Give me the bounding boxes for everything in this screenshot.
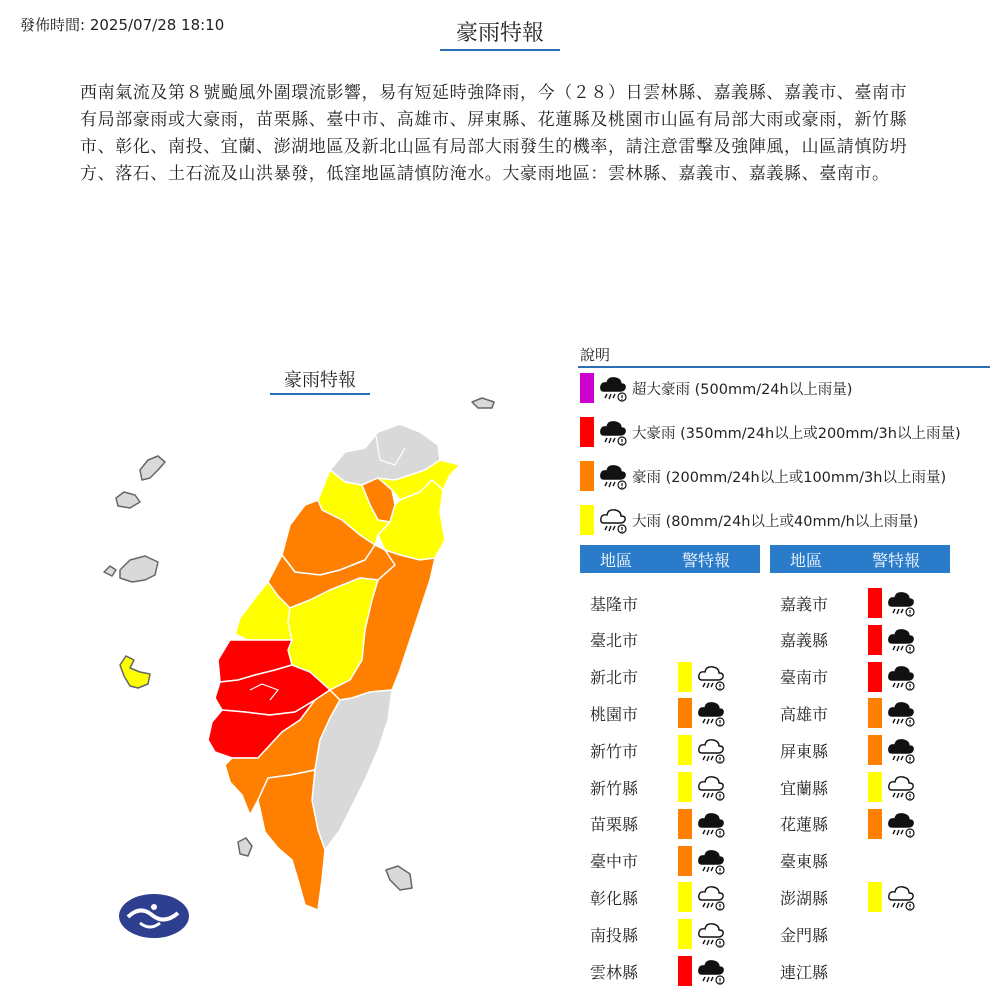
- warning-swatch: [678, 919, 692, 949]
- region-row: [580, 733, 730, 767]
- heavy-rain-cloud-icon: [696, 956, 726, 986]
- table-header-left: [580, 545, 760, 573]
- region-row: [580, 954, 730, 988]
- heavy-rain-cloud-icon: [696, 698, 726, 728]
- region-row: [580, 660, 730, 694]
- region-name: 桃園市: [590, 704, 639, 724]
- header-region: 地區: [789, 550, 822, 570]
- warning-swatch: [868, 772, 882, 802]
- warning-swatch: [678, 698, 692, 728]
- region-name: 臺北市: [590, 631, 639, 651]
- region-name: 連江縣: [780, 962, 829, 982]
- legend-divider: [578, 366, 990, 368]
- heavy-rain-cloud-icon: [696, 846, 726, 876]
- legend-label: 超大豪雨 (500mm/24h以上雨量): [632, 381, 853, 398]
- warning-swatch: [868, 735, 882, 765]
- map-region-penghu: [120, 656, 150, 688]
- region-name: 南投縣: [590, 925, 639, 945]
- heavy-rain-cloud-icon: [886, 809, 916, 839]
- warning-swatch: [678, 956, 692, 986]
- rain-cloud-icon: [696, 662, 726, 692]
- warning-swatch: [678, 735, 692, 765]
- map-island: [238, 838, 252, 856]
- legend-item-super_torrential: [580, 371, 852, 405]
- legend-swatch: [580, 417, 594, 447]
- map-island: [116, 492, 140, 508]
- map-title: 豪雨特報: [270, 366, 370, 395]
- rain-cloud-icon: [696, 882, 726, 912]
- region-row: [770, 586, 920, 620]
- legend-item-torrential: [580, 459, 946, 493]
- region-name: 臺東縣: [780, 852, 829, 872]
- region-name: 新竹市: [590, 741, 639, 761]
- rain-cloud-icon: [886, 772, 916, 802]
- legend-label: 大雨 (80mm/24h以上或40mm/h以上雨量): [632, 513, 919, 530]
- region-name: 花蓮縣: [780, 815, 829, 835]
- region-name: 彰化縣: [590, 888, 639, 908]
- region-row: [770, 733, 920, 767]
- header-region: 地區: [599, 550, 632, 570]
- region-row: [580, 880, 730, 914]
- region-name: 臺中市: [590, 852, 639, 872]
- region-row: [770, 660, 920, 694]
- region-name: 嘉義縣: [780, 631, 829, 651]
- heavy-rain-cloud-icon: [598, 417, 628, 447]
- region-row: [580, 623, 678, 657]
- warning-swatch: [678, 846, 692, 876]
- rain-cloud-icon: [696, 772, 726, 802]
- warning-swatch: [868, 698, 882, 728]
- warning-swatch: [678, 882, 692, 912]
- heavy-rain-cloud-icon: [886, 662, 916, 692]
- legend-item-extremely_torrential: [580, 415, 961, 449]
- map-island: [104, 566, 116, 576]
- region-name: 金門縣: [780, 925, 829, 945]
- header-warning: 警特報: [681, 550, 730, 570]
- map-region-kinmen: [120, 556, 158, 582]
- legend-label: 豪雨 (200mm/24h以上或100mm/3h以上雨量): [632, 469, 947, 486]
- region-name: 宜蘭縣: [780, 778, 829, 798]
- heavy-rain-cloud-icon: [696, 809, 726, 839]
- region-row: [770, 770, 920, 804]
- region-row: [770, 917, 868, 951]
- region-row: [770, 844, 868, 878]
- heavy-rain-cloud-icon: [886, 625, 916, 655]
- region-row: [580, 696, 730, 730]
- region-row: [770, 807, 920, 841]
- region-row: [770, 623, 920, 657]
- rain-cloud-icon: [598, 505, 628, 535]
- heavy-rain-cloud-icon: [886, 735, 916, 765]
- legend-item-heavy: [580, 503, 918, 537]
- legend-swatch: [580, 373, 594, 403]
- map-island: [472, 398, 494, 408]
- warning-swatch: [868, 662, 882, 692]
- region-name: 新北市: [590, 668, 639, 688]
- warning-swatch: [868, 809, 882, 839]
- taiwan-warning-map: [0, 380, 560, 960]
- map-island: [386, 866, 412, 890]
- warning-swatch: [678, 772, 692, 802]
- region-name: 屏東縣: [780, 741, 829, 761]
- region-name: 新竹縣: [590, 778, 639, 798]
- region-row: [580, 586, 678, 620]
- header-warning: 警特報: [871, 550, 920, 570]
- region-row: [770, 880, 920, 914]
- region-name: 高雄市: [780, 704, 829, 724]
- heavy-rain-cloud-icon: [886, 698, 916, 728]
- bulletin-text: 西南氣流及第８號颱風外圍環流影響，易有短延時強降雨，今（２８）日雲林縣、嘉義縣、嘉義市、臺南市有局部豪雨或大豪雨，苗栗縣、臺中市、高雄市、屏東縣、花蓮縣及桃園市山區有局部大雨或豪雨，新竹縣市、彰化、南投、宜蘭、澎湖地區及新北山區有局部大雨發生的機率，請注意雷擊及強陣風，山區請慎防坍方、落石、土石流及山洪暴發，低窪地區請慎防淹水。大豪雨地區：雲林縣、嘉義市、嘉義縣、臺南市。: [80, 83, 908, 184]
- warning-swatch: [868, 882, 882, 912]
- region-name: 嘉義市: [780, 594, 829, 614]
- heavy-rain-cloud-icon: [598, 461, 628, 491]
- legend-swatch: [580, 505, 594, 535]
- legend-swatch: [580, 461, 594, 491]
- region-name: 澎湖縣: [780, 888, 829, 908]
- region-name: 基隆市: [590, 594, 639, 614]
- legend-label: 大豪雨 (350mm/24h以上或200mm/3h以上雨量): [632, 425, 961, 442]
- warning-swatch: [678, 662, 692, 692]
- region-row: [580, 917, 730, 951]
- rain-cloud-icon: [696, 919, 726, 949]
- legend-title: 說明: [580, 346, 611, 364]
- warning-swatch: [868, 625, 882, 655]
- warning-swatch: [678, 809, 692, 839]
- rain-cloud-icon: [886, 882, 916, 912]
- region-row: [770, 954, 868, 988]
- region-name: 臺南市: [780, 668, 829, 688]
- region-name: 苗栗縣: [590, 815, 639, 835]
- rain-cloud-icon: [696, 735, 726, 765]
- region-row: [580, 807, 730, 841]
- warning-swatch: [868, 588, 882, 618]
- page-title: 豪雨特報: [440, 16, 560, 51]
- map-region-matsu: [140, 456, 165, 480]
- agency-logo: [118, 893, 190, 939]
- region-row: [580, 770, 730, 804]
- issued-time: 發佈時間: 2025/07/28 18:10: [20, 16, 225, 34]
- region-name: 雲林縣: [590, 962, 639, 982]
- region-row: [770, 696, 920, 730]
- heavy-rain-cloud-icon: [886, 588, 916, 618]
- heavy-rain-cloud-icon: [598, 373, 628, 403]
- table-header-right: [770, 545, 950, 573]
- region-row: [580, 844, 730, 878]
